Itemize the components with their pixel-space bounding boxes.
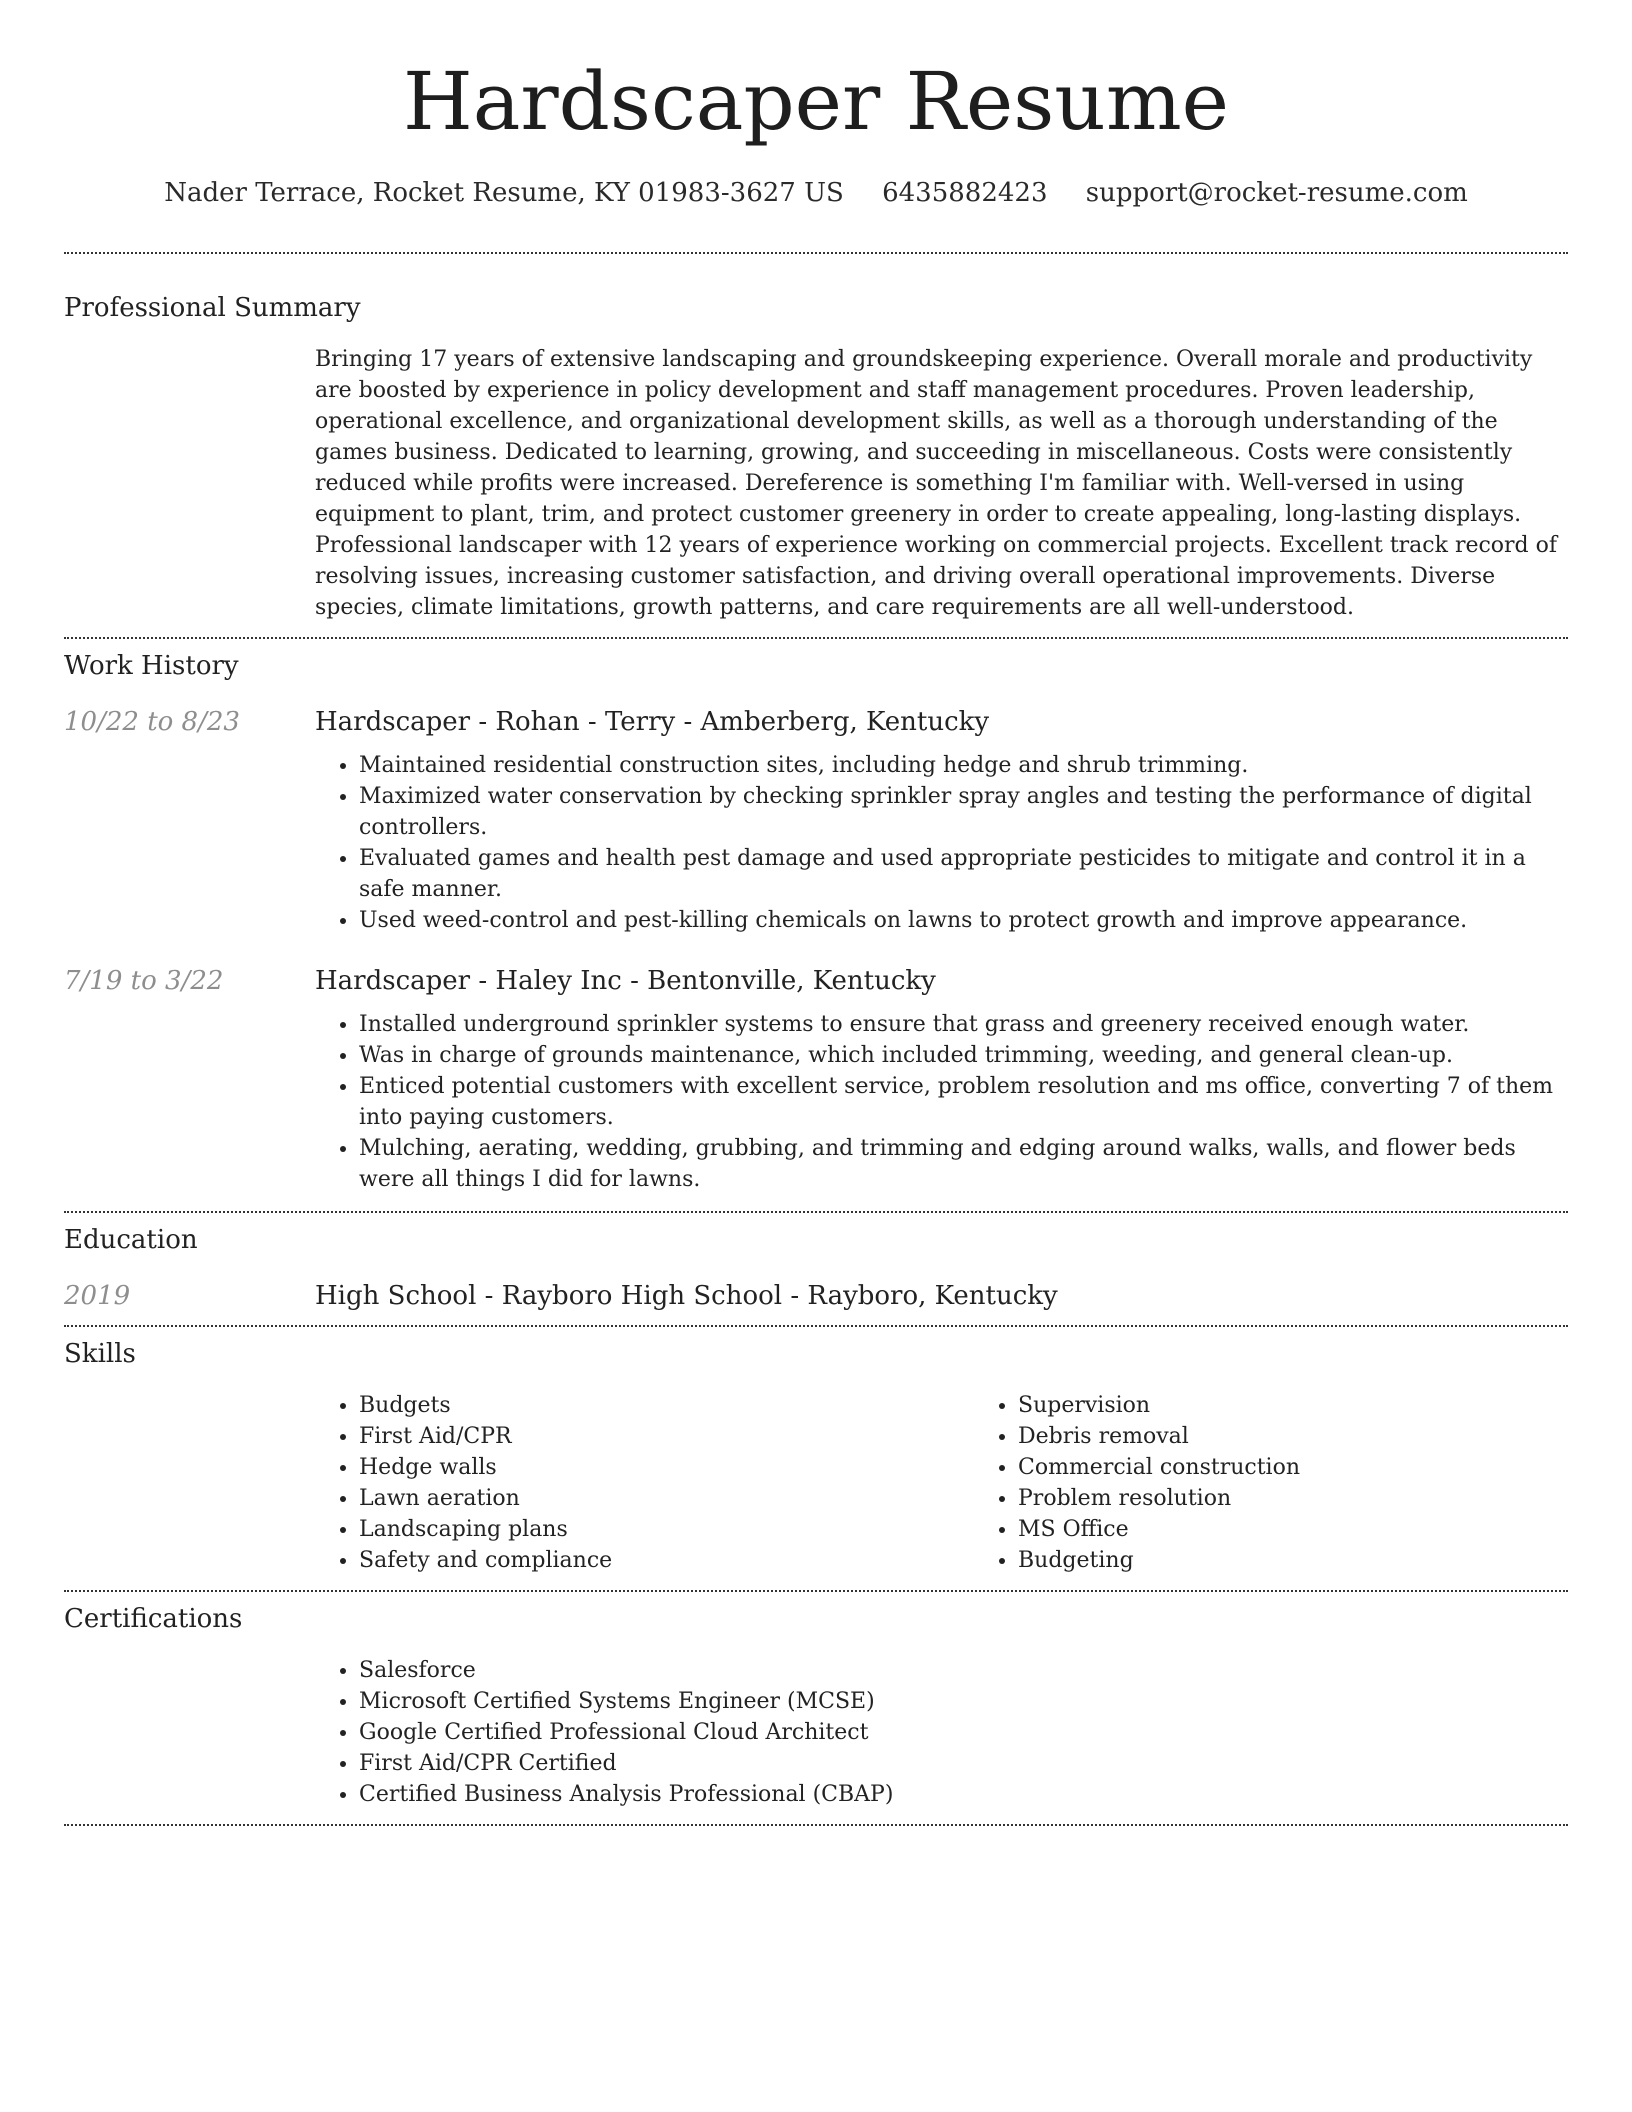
education-year: 2019 <box>64 1281 131 1311</box>
summary-text: Bringing 17 years of extensive landscaping and groundskeeping experience. Overall morale and productivity are boosted by experience in policy development and staff management procedures. Proven leadership, operational excellence, and organizational development skills, as well as a thorough understanding of the games business. Dedicated to learning, growing, and succeeding in miscellaneous. Costs were consistently reduced while profits were increased. Dereference is something I'm familiar with. Well-versed in using equipment to plant, trim, and protect customer greenery in order to create appealing, long-lasting displays. Professional landscaper with 12 years of experience working on commercial projects. Excellent track record of resolving issues, increasing customer satisfaction, and driving overall operational improvements. Diverse species, climate limitations, growth patterns, and care requirements are all well-understood. <box>315 347 1558 620</box>
job-bullet: • Was in charge of grounds maintenance, which included trimming, weeding, and general clean-up. <box>359 1040 1568 1071</box>
job-dates: 7/19 to 3/22 <box>64 966 224 996</box>
skills-section <box>64 1327 1568 1590</box>
contact-address: Nader Terrace, Rocket Resume, KY 01983-3627 US <box>164 178 844 208</box>
education-section <box>64 1213 1568 1325</box>
job-title: Hardscaper - Rohan - Terry - Amberberg, Kentucky <box>315 707 990 737</box>
resume-page <box>64 0 1568 1826</box>
job-bullet: • Maintained residential construction sites, including hedge and shrub trimming. <box>359 750 1568 781</box>
section-heading-education: Education <box>64 1225 198 1255</box>
education-entry: High School - Rayboro High School - Rayboro, Kentucky <box>315 1281 1058 1311</box>
skill-item: • Problem resolution <box>1018 1483 1632 1514</box>
skill-item: • Supervision <box>1018 1390 1632 1421</box>
certification-item: • Microsoft Certified Systems Engineer (MCSE) <box>359 1686 1568 1717</box>
job-bullets <box>315 750 1568 936</box>
job-bullet: • Used weed-control and pest-killing chemicals on lawns to protect growth and improve appearance. <box>359 905 1568 936</box>
certifications-list <box>315 1655 1568 1810</box>
skill-item: • First Aid/CPR <box>359 1421 974 1452</box>
section-heading-skills: Skills <box>64 1339 136 1369</box>
skill-item: • Landscaping plans <box>359 1514 974 1545</box>
skills-list-right <box>974 1390 1632 1576</box>
skill-item: • Lawn aeration <box>359 1483 974 1514</box>
job-bullet: • Maximized water conservation by checking sprinkler spray angles and testing the performance of digital controllers. <box>359 781 1568 843</box>
skill-item: • Budgeting <box>1018 1545 1632 1576</box>
job-entry <box>64 705 1568 936</box>
certifications-section <box>64 1592 1568 1824</box>
skill-item: • Commercial construction <box>1018 1452 1632 1483</box>
certification-item: • Salesforce <box>359 1655 1568 1686</box>
skill-item: • MS Office <box>1018 1514 1632 1545</box>
job-dates: 10/22 to 8/23 <box>64 707 240 737</box>
skill-item: • Hedge walls <box>359 1452 974 1483</box>
summary-section <box>64 254 1568 637</box>
work-history-section <box>64 639 1568 1211</box>
section-heading-summary: Professional Summary <box>64 293 361 323</box>
skill-item: • Debris removal <box>1018 1421 1632 1452</box>
certification-item: • Google Certified Professional Cloud Architect <box>359 1717 1568 1748</box>
certification-item: • First Aid/CPR Certified <box>359 1748 1568 1779</box>
section-heading-certifications: Certifications <box>64 1604 243 1634</box>
skill-item: • Budgets <box>359 1390 974 1421</box>
divider <box>64 1824 1568 1826</box>
resume-title: Hardscaper Resume <box>402 55 1230 148</box>
job-bullet: • Mulching, aerating, wedding, grubbing, and trimming and edging around walks, walls, and flower beds were all things I did for lawns. <box>359 1133 1568 1195</box>
job-entry <box>64 964 1568 1195</box>
job-bullet: • Evaluated games and health pest damage and used appropriate pesticides to mitigate and control it in a safe manner. <box>359 843 1568 905</box>
job-bullets <box>315 1009 1568 1195</box>
job-bullet: • Installed underground sprinkler systems to ensure that grass and greenery received enough water. <box>359 1009 1568 1040</box>
skill-item: • Safety and compliance <box>359 1545 974 1576</box>
contact-email: support@rocket-resume.com <box>1085 178 1468 208</box>
skills-list-left <box>315 1390 974 1576</box>
job-bullet: • Enticed potential customers with excellent service, problem resolution and ms office, converting 7 of them into paying customers. <box>359 1071 1568 1133</box>
contact-phone: 6435882423 <box>882 178 1048 208</box>
contact-line <box>64 176 1568 210</box>
job-title: Hardscaper - Haley Inc - Bentonville, Kentucky <box>315 966 936 996</box>
section-heading-work: Work History <box>64 651 239 681</box>
certification-item: • Certified Business Analysis Professional (CBAP) <box>359 1779 1568 1810</box>
